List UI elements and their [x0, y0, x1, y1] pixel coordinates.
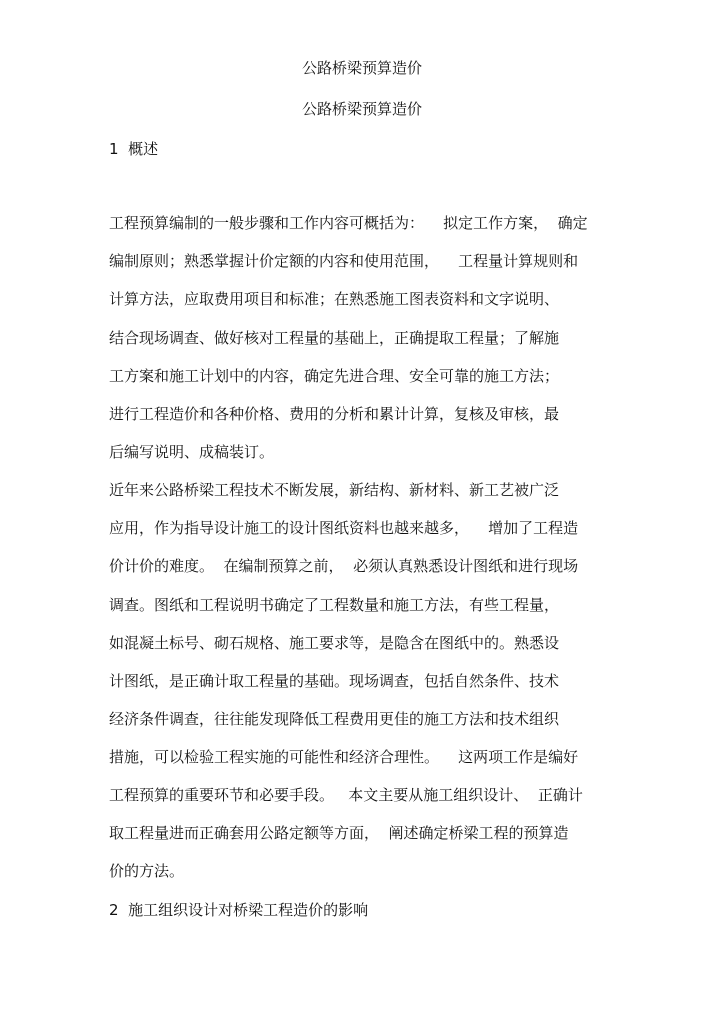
document-subtitle: 公路桥梁预算造价 [301, 100, 422, 118]
paragraph-line: 工程预算的重要环节和必要手段。 本文主要从施工组织设计、 正确计 [109, 786, 583, 804]
paragraph-line: 编制原则；熟悉掌握计价定额的内容和使用范围， 工程量计算规则和 [109, 252, 579, 270]
paragraph-line: 工方案和施工计划中的内容，确定先进合理、安全可靠的施工方法； [109, 367, 560, 385]
paragraph-line: 如混凝土标号、砌石规格、施工要求等，是隐含在图纸中的。熟悉设 [109, 634, 560, 652]
paragraph-line: 价计价的难度。 在编制预算之前， 必须认真熟悉设计图纸和进行现场 [109, 557, 579, 575]
paragraph-line: 计图纸，是正确计取工程量的基础。现场调查，包括自然条件、技术 [109, 672, 560, 690]
paragraph-line: 进行工程造价和各种价格、费用的分析和累计计算，复核及审核，最 [109, 405, 560, 423]
paragraph-line: 取工程量进而正确套用公路定额等方面， 阐述确定桥梁工程的预算造 [109, 824, 569, 842]
section-heading-construction-design: 2 施工组织设计对桥梁工程造价的影响 [109, 901, 369, 919]
paragraph-line: 调查。图纸和工程说明书确定了工程数量和施工方法，有些工程量， [109, 596, 560, 614]
paragraph-line: 结合现场调查、做好核对工程量的基础上，正确提取工程量；了解施 [109, 329, 560, 347]
section-heading-overview: 1 概述 [109, 140, 159, 158]
paragraph-line: 计算方法，应取费用项目和标准；在熟悉施工图表资料和文字说明、 [109, 290, 560, 308]
paragraph-line: 应用，作为指导设计施工的设计图纸资料也越来越多， 增加了工程造 [109, 519, 579, 537]
paragraph-line: 经济条件调查，往往能发现降低工程费用更佳的施工方法和技术组织 [109, 710, 560, 728]
paragraph-line: 措施，可以检验工程实施的可能性和经济合理性。 这两项工作是编好 [109, 748, 579, 766]
paragraph-line: 后编写说明、成稿装订。 [109, 443, 275, 461]
paragraph-line: 近年来公路桥梁工程技术不断发展，新结构、新材料、新工艺被广泛 [109, 481, 560, 499]
paragraph-line: 工程预算编制的一般步骤和工作内容可概括为： 拟定工作方案， 确定 [109, 214, 588, 232]
document-title: 公路桥梁预算造价 [301, 59, 422, 77]
paragraph-line: 价的方法。 [109, 862, 185, 880]
